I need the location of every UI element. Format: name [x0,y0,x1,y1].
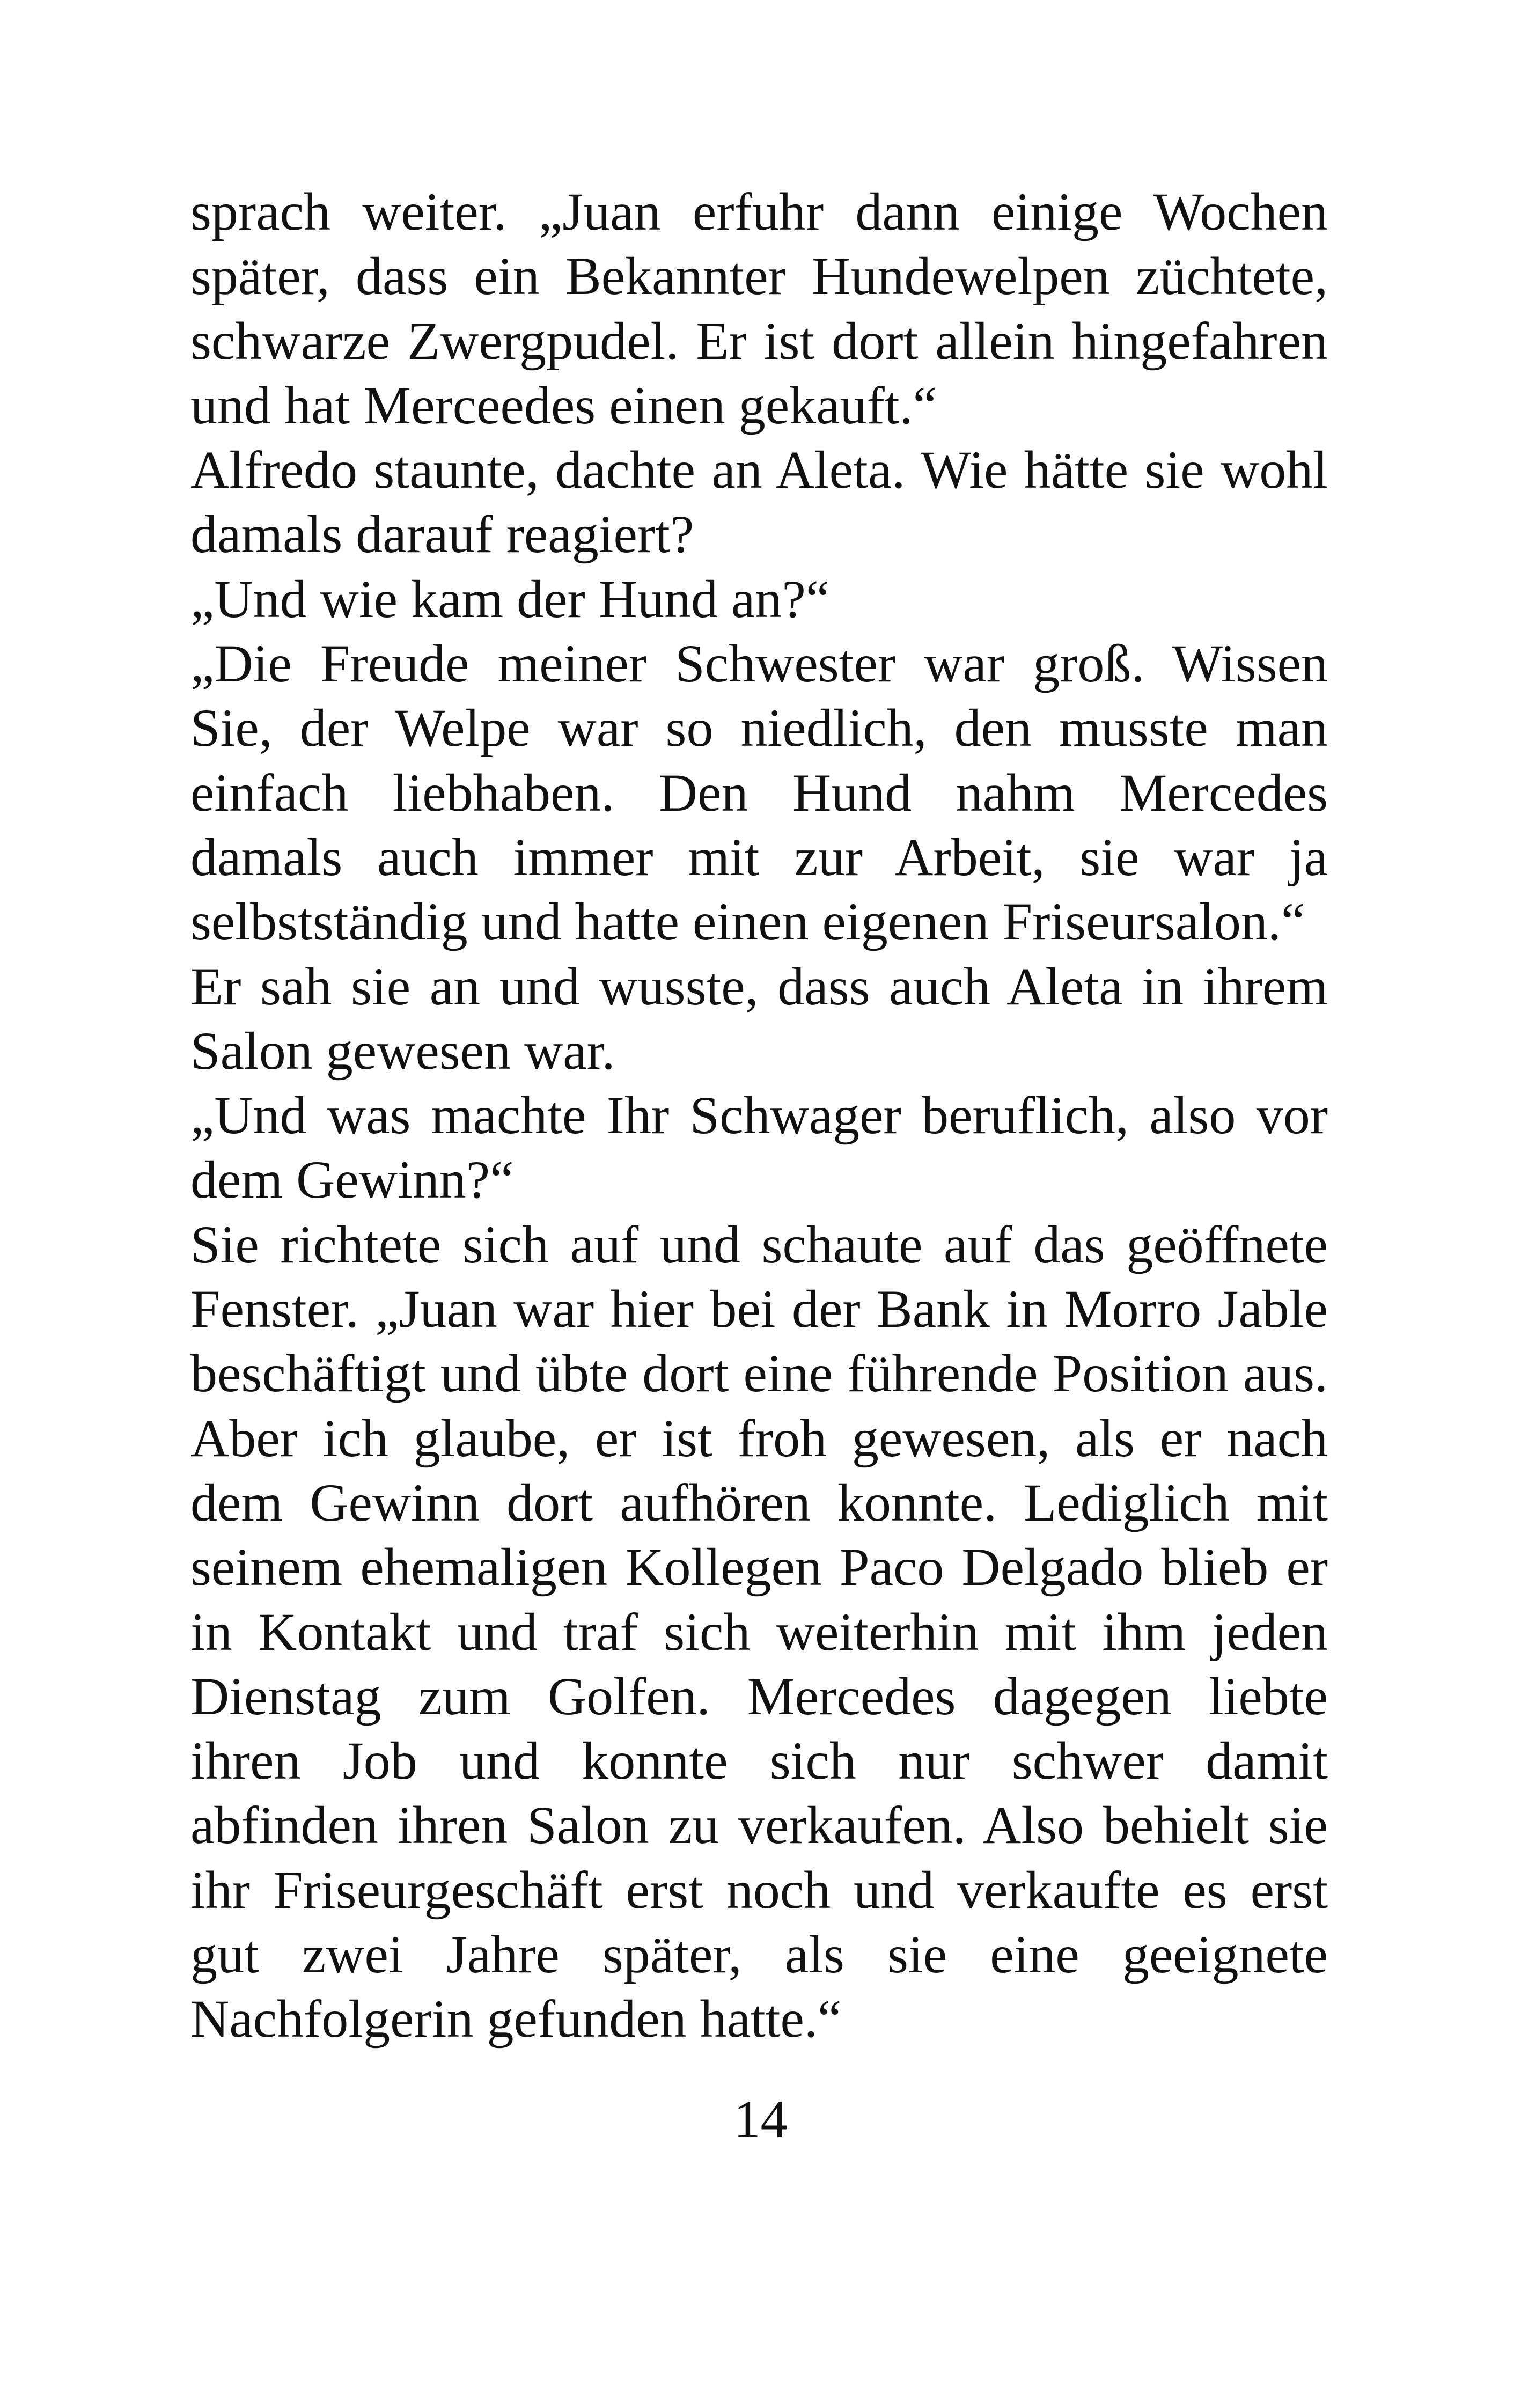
body-text [190,180,1328,2052]
paragraph-3: „Und wie kam der Hund an?“ [190,569,830,629]
paragraph-5: Er sah sie an und wusste, dass auch Aleta in ihrem Salon gewesen war. [190,956,1328,1081]
paragraph-4: „Die Freude meiner Schwester war groß. Wissen Sie, der Welpe war so niedlich, den musste man einfach liebhaben. Den Hund nahm Mercedes damals auch immer mit zur Arbeit, sie war ja selbstständig und hatte einen eigenen Friseursalon.“ [190,634,1328,952]
paragraph-1: sprach weiter. „Juan erfuhr dann einige Wochen später, dass ein Bekannter Hundewelpen züchtete, schwarze Zwergpudel. Er ist dort allein hingefahren und hat Merceedes einen gekauft.“ [190,182,1328,435]
paragraph-2: Alfredo staunte, dachte an Aleta. Wie hätte sie wohl damals darauf reagiert? [190,440,1328,564]
page-number: 14 [733,2089,788,2149]
paragraph-6: „Und was machte Ihr Schwager beruflich, also vor dem Gewinn?“ [190,1085,1328,1210]
paragraph-7: Sie richtete sich auf und schaute auf das geöffnete Fenster. „Juan war hier bei der Bank in Morro Jable beschäftigt und übte dort eine führende Position aus. Aber ich glaube, er ist froh gewesen, als er nach dem Gewinn dort aufhören konnte. Lediglich mit seinem ehemaligen Kollegen Paco Delgado blieb er in Kontakt und traf sich weiterhin mit ihm jeden Dienstag zum Golfen. Mercedes dagegen liebte ihren Job und konnte sich nur schwer damit abfinden ihren Salon zu verkaufen. Also behielt sie ihr Friseurgeschäft erst noch und verkaufte es erst gut zwei Jahre später, als sie eine geeignete Nachfolgerin gefunden hatte.“ [190,1214,1328,2049]
